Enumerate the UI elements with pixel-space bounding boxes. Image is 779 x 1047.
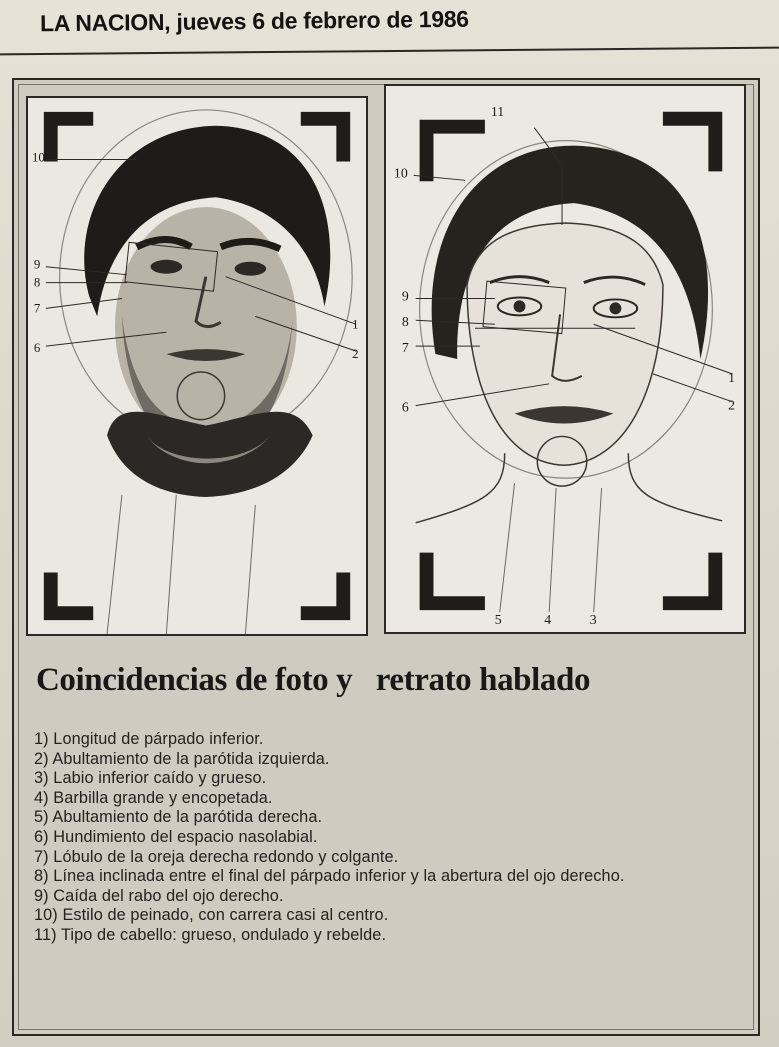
label-8: 8: [401, 315, 409, 331]
label-3: 3: [589, 613, 597, 629]
composite-sketch-drawing: [386, 86, 744, 632]
composite-sketch: [384, 84, 746, 634]
list-item: 1) Longitud de párpado inferior.: [34, 730, 264, 748]
suspect-photo-drawing: [28, 98, 366, 634]
suspect-photo: [26, 96, 368, 636]
label-9: 9: [401, 289, 409, 305]
label-5: 5: [494, 613, 502, 629]
list-item: 9) Caída del rabo del ojo derecho.: [34, 886, 284, 905]
label-11: 11: [490, 104, 505, 120]
list-item: 5) Abultamiento de la parótida derecha.: [34, 808, 323, 827]
list-item: 10) Estilo de peinado, con carrera casi al centro.: [34, 906, 389, 925]
article-title: Coincidencias de foto y retrato hablado: [36, 662, 591, 698]
label-6: 6: [33, 341, 41, 356]
label-1: 1: [352, 317, 359, 332]
label-10: 10: [31, 150, 45, 165]
label-4: 4: [544, 613, 552, 629]
list-item: 3) Labio inferior caído y grueso.: [34, 769, 267, 788]
list-item: 6) Hundimiento del espacio nasolabial.: [34, 827, 318, 846]
coincidence-list: [34, 730, 746, 946]
label-2: 2: [728, 398, 736, 414]
list-item: 2) Abultamiento de la parótida izquierda.: [34, 749, 330, 768]
label-1: 1: [728, 370, 736, 386]
label-7: 7: [33, 301, 41, 316]
label-8: 8: [33, 275, 41, 290]
label-7: 7: [401, 341, 409, 357]
label-9: 9: [33, 257, 41, 272]
list-item: 8) Línea inclinada entre el final del párpado inferior y la abertura del ojo derecho.: [34, 867, 625, 886]
label-10: 10: [393, 166, 408, 182]
list-item: 4) Barbilla grande y encopetada.: [34, 788, 273, 807]
label-6: 6: [401, 400, 409, 416]
label-2: 2: [352, 347, 359, 362]
list-item: 7) Lóbulo de la oreja derecha redondo y colgante.: [34, 847, 399, 866]
list-item: 11) Tipo de cabello: grueso, ondulado y rebelde.: [34, 925, 387, 944]
newspaper-header: LA NACION, jueves 6 de febrero de 1986: [39, 5, 469, 37]
